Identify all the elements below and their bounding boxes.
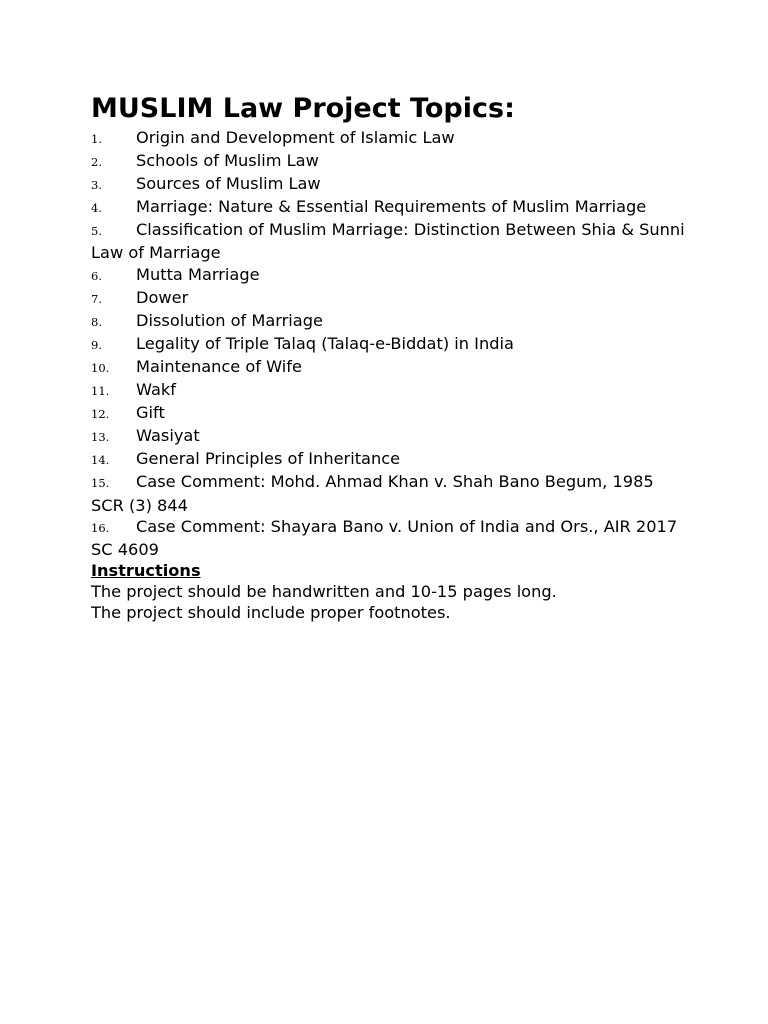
item-number: 16.: [91, 520, 110, 535]
list-item: [91, 287, 691, 310]
item-text: Origin and Development of Islamic Law: [136, 128, 455, 147]
item-number: 7.: [91, 291, 102, 306]
instructions-heading: Instructions: [91, 560, 201, 580]
item-number: 10.: [91, 360, 110, 375]
item-text: Maintenance of Wife: [136, 356, 302, 376]
item-number: 2.: [91, 155, 102, 170]
list-item: [91, 516, 691, 560]
list-item: [91, 425, 691, 448]
item-number: 12.: [91, 407, 110, 422]
item-text: Gift: [136, 403, 165, 423]
list-item: [91, 264, 691, 287]
item-number: 6.: [91, 268, 102, 283]
item-text: Dissolution of Marriage: [136, 310, 323, 330]
page-title: MUSLIM Law Project Topics:: [91, 93, 515, 124]
list-item: [91, 310, 691, 333]
list-item: [91, 402, 691, 425]
item-text: Wasiyat: [136, 426, 200, 446]
list-item: [91, 173, 691, 196]
item-number: 4.: [91, 201, 102, 216]
list-item: [91, 471, 691, 515]
item-number: 9.: [91, 337, 102, 352]
item-text: Marriage: Nature & Essential Requirements of Muslim Marriage: [136, 197, 647, 217]
list-item: [91, 448, 691, 471]
list-item: [91, 356, 691, 379]
item-number: 15.: [91, 476, 110, 491]
topic-list: [91, 127, 691, 560]
item-text: Case Comment: Mohd. Ahmad Khan v. Shah Bano Begum, 1985 SCR (3) 844: [91, 472, 654, 515]
item-number: 13.: [91, 430, 110, 445]
item-text: Dower: [136, 287, 189, 307]
item-text: Wakf: [136, 380, 176, 400]
item-text: Sources of Muslim Law: [136, 174, 321, 194]
document-page: [91, 92, 691, 623]
item-number: 3.: [91, 178, 102, 193]
instruction-line: The project should include proper footnotes.: [91, 602, 451, 622]
list-item: [91, 196, 691, 219]
list-item: [91, 333, 691, 356]
item-number: 8.: [91, 314, 102, 329]
list-item: [91, 219, 691, 263]
item-number: 11.: [91, 384, 110, 399]
item-text: Legality of Triple Talaq (Talaq-e-Biddat) in India: [136, 333, 514, 353]
item-text: Case Comment: Shayara Bano v. Union of India and Ors., AIR 2017 SC 4609: [91, 516, 678, 559]
item-text: Classification of Muslim Marriage: Distinction Between Shia & Sunni Law of Marriage: [91, 220, 685, 263]
list-item: [91, 150, 691, 173]
instruction-line: The project should be handwritten and 10-15 pages long.: [91, 581, 557, 601]
item-number: 1.: [91, 132, 102, 146]
list-item: [91, 127, 691, 150]
item-text: Schools of Muslim Law: [136, 151, 319, 171]
item-text: General Principles of Inheritance: [136, 449, 401, 469]
item-text: Mutta Marriage: [136, 264, 260, 284]
item-number: 5.: [91, 224, 102, 239]
item-number: 14.: [91, 453, 110, 468]
list-item: [91, 379, 691, 402]
